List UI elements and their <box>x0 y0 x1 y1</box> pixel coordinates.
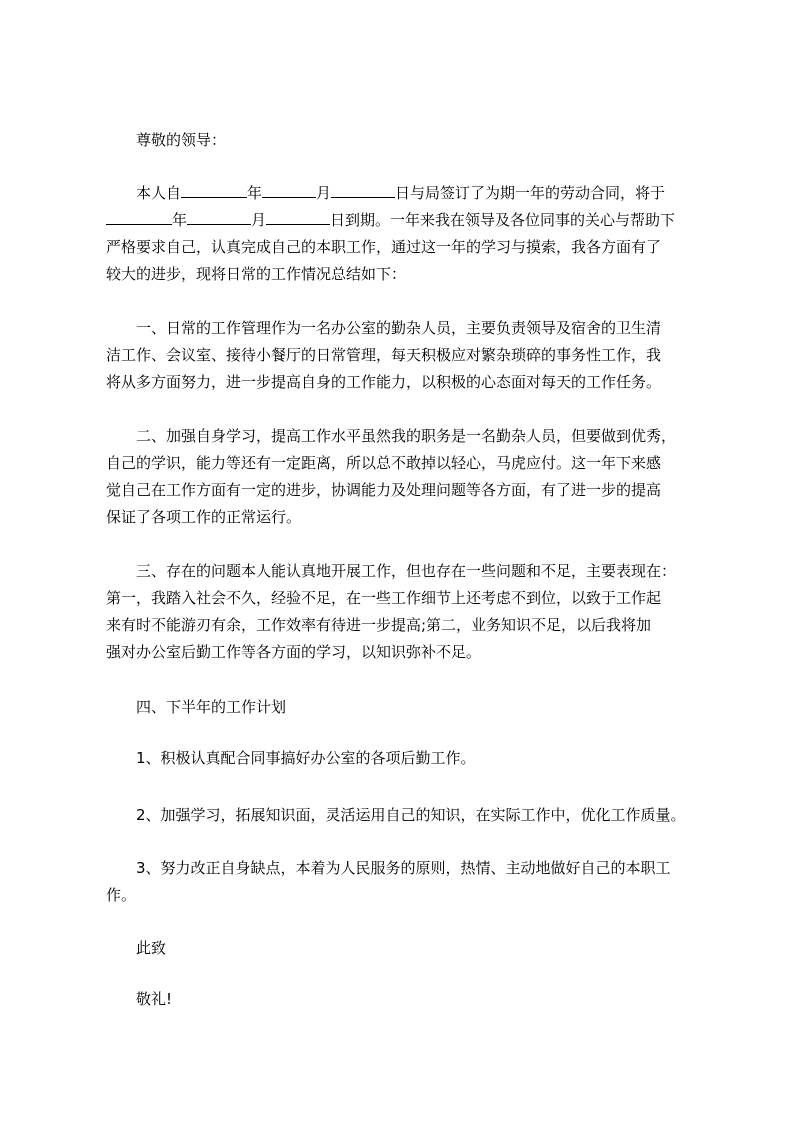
section2-line: 自己的学识，能力等还有一定距离，所以总不敢掉以轻心，马虎应付。这一年下来感 <box>106 454 662 472</box>
month-blank <box>262 183 316 198</box>
section3-line: 第一，我踏入社会不久，经验不足，在一些工作细节上还考虑不到位，以致于工作起 <box>106 589 662 607</box>
intro-text: 日与局签订了为期一年的劳动合同，将于 <box>395 184 666 202</box>
regards: 敬礼! <box>136 990 173 1008</box>
intro-line-2 <box>106 210 675 230</box>
plan-item-3-line-2: 作。 <box>106 886 137 904</box>
closing: 此致 <box>136 939 167 957</box>
intro-text: 年 <box>247 184 263 202</box>
intro-text: 年 <box>172 211 188 229</box>
plan-item-1: 1、积极认真配合同事搞好办公室的各项后勤工作。 <box>136 749 476 767</box>
year-blank <box>181 183 247 198</box>
intro-line-3: 严格要求自己，认真完成自己的本职工作，通过这一年的学习与摸索，我各方面有了 <box>106 238 662 256</box>
section3-line: 三、存在的问题本人能认真地开展工作，但也存在一些问题和不足，主要表现在： <box>136 562 677 580</box>
section1-line: 一、日常的工作管理作为一名办公室的勤杂人员，主要负责领导及宿舍的卫生清 <box>136 319 662 337</box>
section4-title: 四、下半年的工作计划 <box>136 698 287 716</box>
plan-item-2: 2、加强学习，拓展知识面，灵活运用自己的知识，在实际工作中，优化工作质量。 <box>136 806 686 824</box>
section2-line: 觉自己在工作方面有一定的进步，协调能力及处理问题等各方面，有了进一步的提高 <box>106 481 662 499</box>
section3-line: 强对办公室后勤工作等各方面的学习，以知识弥补不足。 <box>106 643 482 661</box>
day-blank <box>331 183 395 198</box>
intro-line-4: 较大的进步，现将日常的工作情况总结如下： <box>106 265 407 283</box>
intro-text: 月 <box>251 211 267 229</box>
plan-item-3-line-1: 3、努力改正自身缺点，本着为人民服务的原则，热情、主动地做好自己的本职工 <box>136 859 671 877</box>
year-blank <box>106 210 172 225</box>
section3-line: 来有时不能游刃有余，工作效率有待进一步提高;第二，业务知识不足，以后我将加 <box>106 616 652 634</box>
section1-line: 洁工作、会议室、接待小餐厅的日常管理，每天积极应对繁杂琐碎的事务性工作，我 <box>106 346 662 364</box>
intro-text: 日到期。一年来我在领导及各位同事的关心与帮助下 <box>330 211 676 229</box>
section2-line: 二、加强自身学习，提高工作水平虽然我的职务是一名勤杂人员，但要做到优秀， <box>136 427 677 445</box>
day-blank <box>266 210 330 225</box>
section2-line: 保证了各项工作的正常运行。 <box>106 508 302 526</box>
salutation: 尊敬的领导： <box>136 131 227 149</box>
month-blank <box>187 210 251 225</box>
intro-line-1 <box>136 183 665 203</box>
intro-text: 月 <box>316 184 332 202</box>
intro-text: 本人自 <box>136 184 182 202</box>
section1-line: 将从多方面努力，进一步提高自身的工作能力，以积极的心态面对每天的工作任务。 <box>106 373 662 391</box>
